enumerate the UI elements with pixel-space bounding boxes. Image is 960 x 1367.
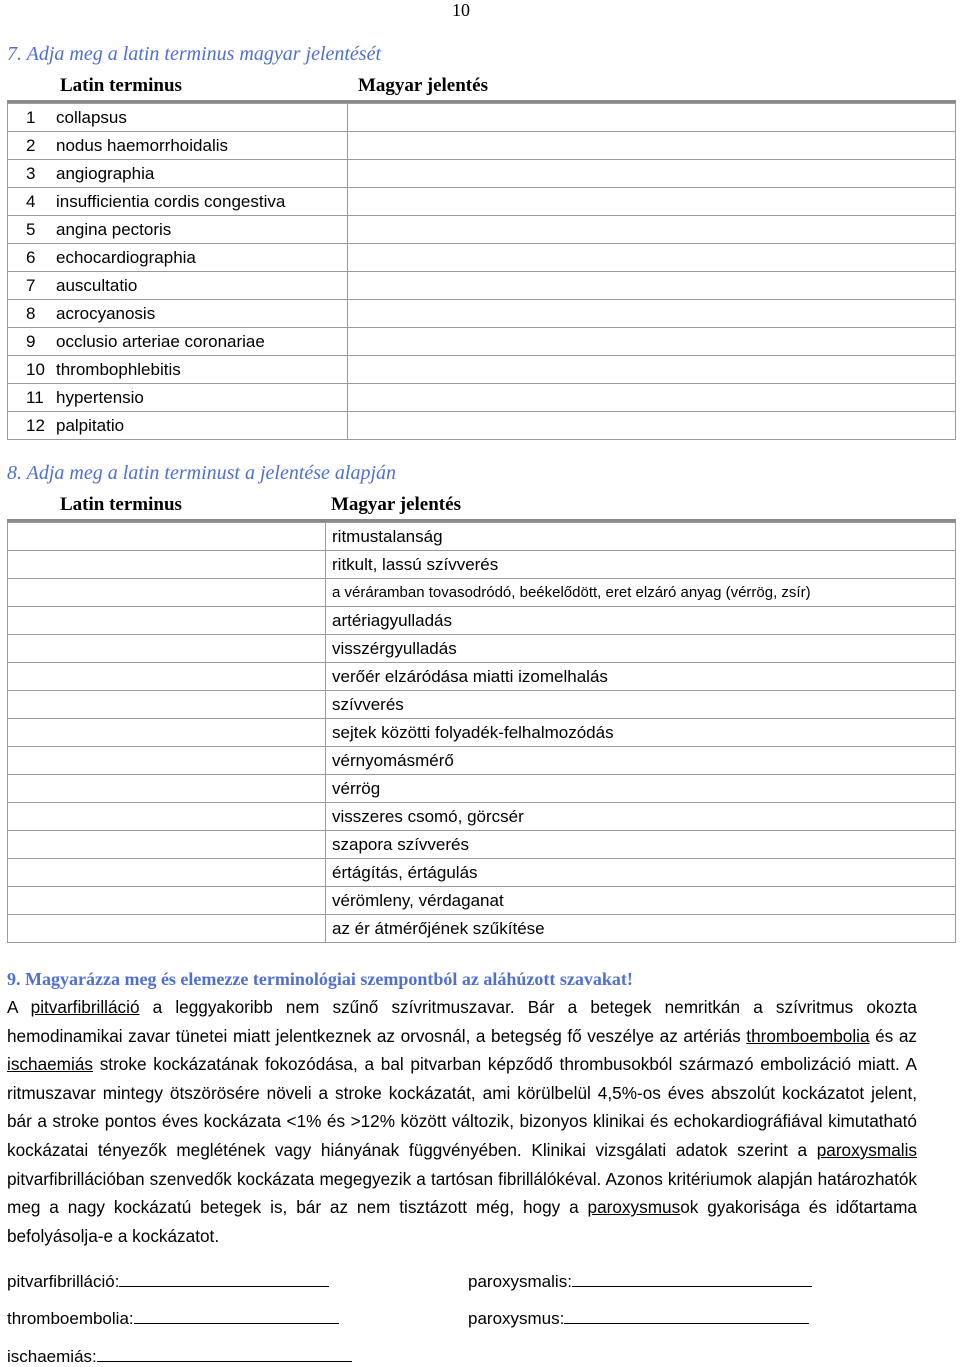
latin-term-cell — [8, 216, 348, 244]
table-row — [8, 579, 956, 607]
latin-term: angiographia — [56, 164, 155, 183]
page-number: 10 — [452, 0, 470, 20]
hungarian-meaning: ritmustalanság — [326, 523, 956, 551]
answer-cell[interactable] — [348, 188, 956, 216]
hungarian-meaning: visszeres csomó, görcsér — [326, 803, 956, 831]
table-row — [8, 328, 956, 356]
answer-thromboembolia[interactable] — [7, 1305, 339, 1329]
table-row — [8, 356, 956, 384]
latin-term: palpitatio — [56, 416, 125, 435]
answer-cell[interactable] — [8, 663, 326, 691]
latin-term: angina pectoris — [56, 220, 172, 239]
underlined-term: pitvarfibrilláció — [30, 997, 140, 1017]
latin-term-cell — [8, 328, 348, 356]
answer-cell[interactable] — [348, 300, 956, 328]
table-row — [8, 412, 956, 440]
answer-line[interactable] — [134, 1305, 339, 1324]
answer-cell[interactable] — [8, 747, 326, 775]
hungarian-meaning: szívverés — [326, 691, 956, 719]
answer-label: paroxysmus: — [468, 1309, 565, 1328]
table-row — [8, 859, 956, 887]
answer-cell[interactable] — [348, 412, 956, 440]
table-row — [8, 104, 956, 132]
answer-cell[interactable] — [8, 775, 326, 803]
answer-label: thromboembolia: — [7, 1309, 134, 1328]
latin-term-cell — [8, 188, 348, 216]
latin-term-cell — [8, 412, 348, 440]
answer-pitvarfibrillacio[interactable] — [7, 1268, 329, 1292]
table-row — [8, 300, 956, 328]
table-row — [8, 384, 956, 412]
answer-cell[interactable] — [8, 831, 326, 859]
table-row — [8, 831, 956, 859]
latin-term: thrombophlebitis — [56, 360, 181, 379]
underlined-term: thromboembolia — [746, 1025, 870, 1046]
row-number: 9 — [26, 332, 36, 351]
section9-heading: 9. Magyarázza meg és elemezze terminológiai szempontból az aláhúzott szavakat! — [7, 969, 633, 989]
para-text: A — [7, 997, 31, 1017]
row-number: 7 — [26, 276, 36, 295]
row-number: 10 — [26, 360, 45, 379]
answer-cell[interactable] — [8, 719, 326, 747]
latin-term: insufficientia cordis congestiva — [56, 192, 286, 211]
hungarian-meaning: sejtek közötti folyadék-felhalmozódás — [326, 719, 956, 747]
answer-ischaemias[interactable] — [7, 1343, 352, 1367]
answer-cell[interactable] — [8, 607, 326, 635]
answer-cell[interactable] — [8, 551, 326, 579]
latin-term: occlusio arteriae coronariae — [56, 332, 265, 351]
para-text: a leggyakoribb nem szűnő szívritmuszavar. Bár a betegek nemritkán a szívritmus okozta hemodinamikai zavar tünetei miatt jelentkeznek az orvosnál, a betegség fő veszélye az artériás — [7, 997, 917, 1046]
section9-paragraph — [7, 993, 917, 1250]
section8-col-magyar: Magyar jelentés — [331, 494, 461, 515]
latin-term-cell — [8, 272, 348, 300]
row-number: 12 — [26, 416, 45, 435]
row-number: 3 — [26, 164, 36, 183]
table-row — [8, 887, 956, 915]
table-row — [8, 747, 956, 775]
answer-label: ischaemiás: — [7, 1347, 97, 1366]
answer-cell[interactable] — [8, 859, 326, 887]
row-number: 5 — [26, 220, 36, 239]
para-text: stroke kockázatának fokozódása, a bal pitvarban képződő thrombusokból származó embolizáció miatt. A ritmuszavar mintegy ötszörösére növeli a stroke kockázatát, ami körülbelül 4,5%-os éves abszolút kockázatot jelent, bár a stroke pontos éves kockázata <1% és >12% között változik, bizonyos klinikai és echokardiográfiával kimutatható kockázatai tényezők meglétének vagy hiányának függvényében. Klinikai vizsgálati adatok szerint a — [7, 1054, 917, 1160]
hungarian-meaning: értágítás, értágulás — [326, 859, 956, 887]
section7-table — [7, 103, 956, 440]
latin-term-cell — [8, 132, 348, 160]
para-text: ok gyakorisága és időtartama befolyásolja-e a kockázatot. — [7, 1197, 917, 1246]
latin-term-cell — [8, 160, 348, 188]
table-row — [8, 635, 956, 663]
answer-paroxysmalis[interactable] — [468, 1268, 812, 1292]
answer-line[interactable] — [119, 1268, 329, 1287]
hungarian-meaning: vérnyomásmérő — [326, 747, 956, 775]
section7-col-magyar: Magyar jelentés — [358, 75, 488, 96]
hungarian-meaning: verőér elzáródása miatti izomelhalás — [326, 663, 956, 691]
latin-term: collapsus — [56, 108, 127, 127]
hungarian-meaning: vérömleny, vérdaganat — [326, 887, 956, 915]
answer-cell[interactable] — [348, 384, 956, 412]
table-row — [8, 803, 956, 831]
answer-cell[interactable] — [348, 132, 956, 160]
answer-paroxysmus[interactable] — [468, 1305, 809, 1329]
latin-term: nodus haemorrhoidalis — [56, 136, 228, 155]
answer-cell[interactable] — [348, 244, 956, 272]
answer-line[interactable] — [97, 1343, 352, 1362]
answer-cell[interactable] — [8, 635, 326, 663]
hungarian-meaning: a véráramban tovasodródó, beékelődött, eret elzáró anyag (vérrög, zsír) — [326, 579, 956, 607]
answer-cell[interactable] — [348, 216, 956, 244]
answer-line[interactable] — [572, 1268, 812, 1287]
table-row — [8, 216, 956, 244]
row-number: 4 — [26, 192, 36, 211]
row-number: 8 — [26, 304, 36, 323]
answer-cell[interactable] — [8, 691, 326, 719]
row-number: 2 — [26, 136, 36, 155]
section8-table — [7, 522, 956, 943]
latin-term-cell — [8, 300, 348, 328]
latin-term: hypertensio — [56, 388, 144, 407]
hungarian-meaning: szapora szívverés — [326, 831, 956, 859]
section7-heading: 7. Adja meg a latin terminus magyar jelentését — [7, 43, 382, 65]
hungarian-meaning: az ér átmérőjének szűkítése — [326, 915, 956, 943]
table-row — [8, 775, 956, 803]
answer-cell[interactable] — [8, 803, 326, 831]
table-row — [8, 132, 956, 160]
latin-term-cell — [8, 104, 348, 132]
latin-term: acrocyanosis — [56, 304, 156, 323]
section7-col-latin: Latin terminus — [60, 75, 182, 96]
section8-col-latin: Latin terminus — [60, 494, 182, 515]
latin-term-cell — [8, 356, 348, 384]
answer-cell[interactable] — [348, 104, 956, 132]
answer-label: paroxysmalis: — [468, 1272, 572, 1291]
latin-term: auscultatio — [56, 276, 138, 295]
hungarian-meaning: visszérgyulladás — [326, 635, 956, 663]
hungarian-meaning: artériagyulladás — [326, 607, 956, 635]
table-row — [8, 551, 956, 579]
underlined-term: paroxysmus — [587, 1197, 681, 1218]
answer-cell[interactable] — [8, 579, 326, 607]
answer-cell[interactable] — [348, 356, 956, 384]
section8-heading: 8. Adja meg a latin terminust a jelentése alapján — [7, 462, 397, 484]
hungarian-meaning: vérrög — [326, 775, 956, 803]
row-number: 6 — [26, 248, 36, 267]
row-number: 11 — [26, 388, 44, 407]
table-row — [8, 160, 956, 188]
para-text: pitvarfibrillációban szenvedők kockázata megegyezik a tartósan fibrillálókéval. Azonos kritériumok alapján határozhatók meg a nagy kockázatú betegek is, bár az nem tisztázott még, hogy a — [7, 1168, 917, 1218]
answer-cell[interactable] — [348, 328, 956, 356]
para-text: és az — [869, 1025, 917, 1046]
table-row — [8, 244, 956, 272]
answer-cell[interactable] — [348, 160, 956, 188]
row-number: 1 — [26, 108, 36, 127]
table-row — [8, 607, 956, 635]
answer-cell[interactable] — [8, 523, 326, 551]
table-row — [8, 663, 956, 691]
answer-cell[interactable] — [348, 272, 956, 300]
underlined-term: paroxysmalis — [816, 1139, 917, 1160]
table-row — [8, 523, 956, 551]
answer-cell[interactable] — [8, 887, 326, 915]
underlined-term: ischaemiás — [7, 1054, 93, 1075]
table-row — [8, 691, 956, 719]
latin-term-cell — [8, 384, 348, 412]
table-row — [8, 272, 956, 300]
table-row — [8, 188, 956, 216]
answer-label: pitvarfibrilláció: — [7, 1272, 120, 1291]
latin-term-cell — [8, 244, 348, 272]
table-row — [8, 719, 956, 747]
hungarian-meaning: ritkult, lassú szívverés — [326, 551, 956, 579]
answer-cell[interactable] — [8, 915, 326, 943]
table-row — [8, 915, 956, 943]
latin-term: echocardiographia — [56, 248, 196, 267]
answer-line[interactable] — [564, 1305, 809, 1324]
